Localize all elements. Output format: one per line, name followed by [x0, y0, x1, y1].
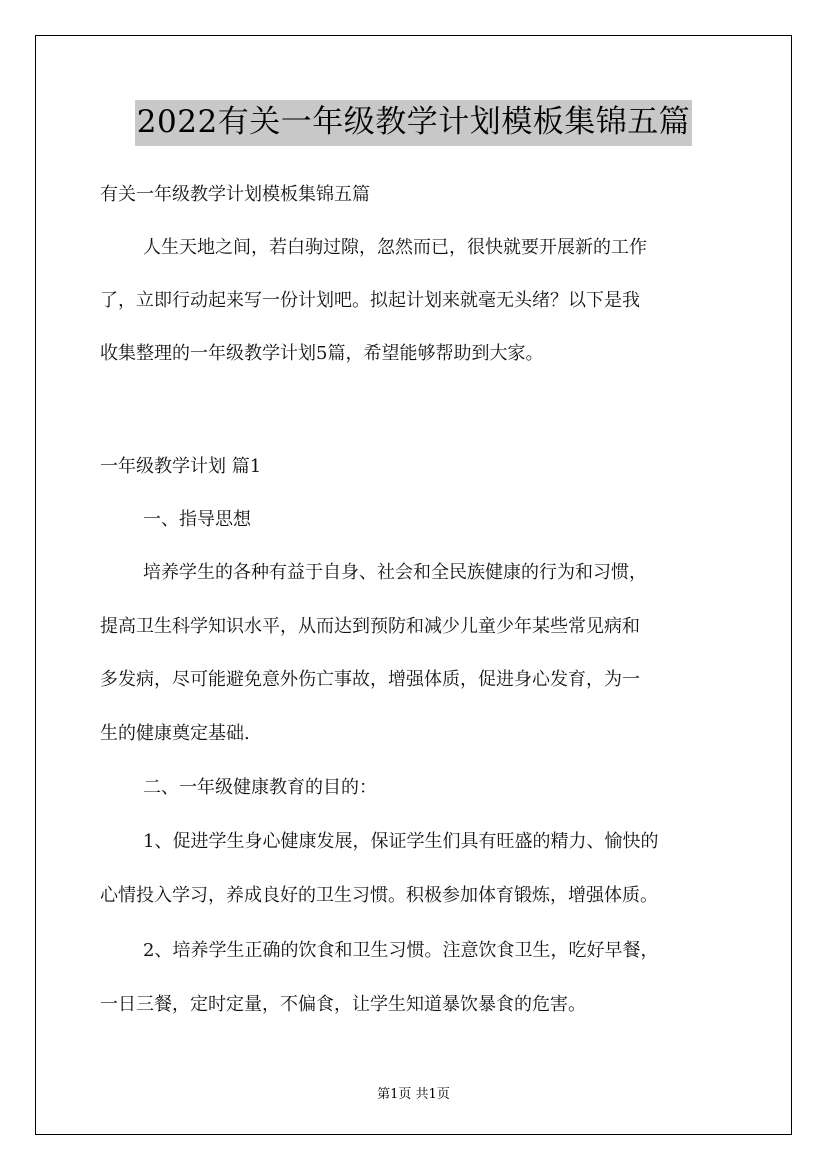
document-title-wrap: [0, 100, 827, 146]
subtitle: 有关一年级教学计划模板集锦五篇: [100, 184, 370, 205]
purpose-item1-line-2: 心情投入学习，养成良好的卫生习惯。积极参加体育锻炼，增强体质。: [100, 885, 658, 906]
guiding-line-4: 生的健康奠定基础.: [100, 723, 250, 744]
page-footer: 第1页 共1页: [377, 1087, 450, 1102]
guiding-heading: 一、指导思想: [143, 509, 251, 530]
document-title: 2022有关一年级教学计划模板集锦五篇: [135, 100, 692, 146]
guiding-line-2: 提高卫生科学知识水平，从而达到预防和减少儿童少年某些常见病和: [100, 616, 640, 637]
purpose-item2-line-2: 一日三餐，定时定量，不偏食，让学生知道暴饮暴食的危害。: [100, 994, 586, 1015]
purpose-heading: 二、一年级健康教育的目的：: [143, 777, 377, 798]
guiding-line-3: 多发病，尽可能避免意外伤亡事故，增强体质，促进身心发育，为一: [100, 669, 640, 690]
section-heading: 一年级教学计划 篇1: [100, 456, 262, 477]
intro-line-2: 了，立即行动起来写一份计划吧。拟起计划来就毫无头绪？以下是我: [100, 290, 640, 311]
intro-line-1: 人生天地之间，若白驹过隙，忽然而已，很快就要开展新的工作: [143, 237, 647, 258]
intro-line-3: 收集整理的一年级教学计划5篇，希望能够帮助到大家。: [100, 343, 544, 364]
purpose-item2-line-1: 2、培养学生正确的饮食和卫生习惯。注意饮食卫生，吃好早餐，: [143, 940, 659, 961]
purpose-item1-line-1: 1、促进学生身心健康发展，保证学生们具有旺盛的精力、愉快的: [143, 831, 659, 852]
guiding-line-1: 培养学生的各种有益于自身、社会和全民族健康的行为和习惯，: [143, 562, 647, 583]
